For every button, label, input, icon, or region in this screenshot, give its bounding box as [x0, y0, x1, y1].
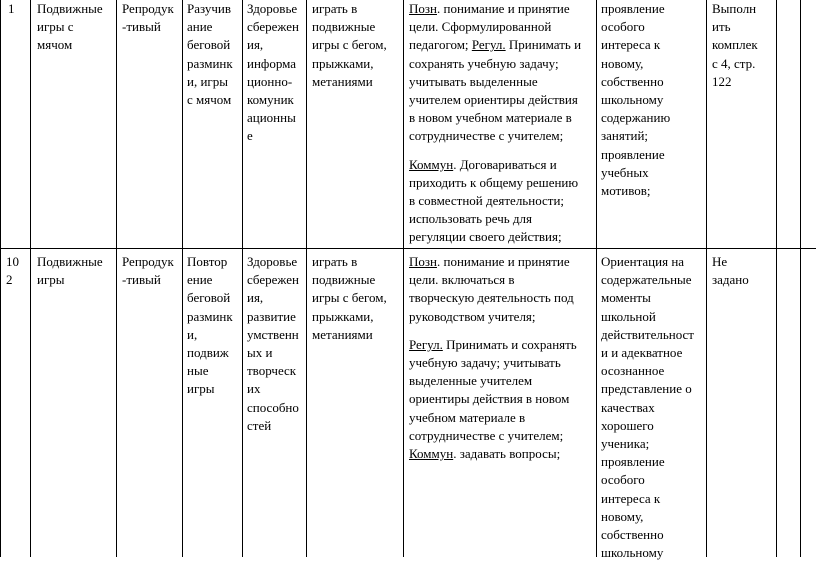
- uud-label-communicative: Коммун: [409, 156, 454, 172]
- technologies-cell: Здоровье сбережен ия, информа ционно- комуник ационны е: [247, 1, 299, 144]
- row-number: 10 2: [6, 254, 19, 288]
- lesson-type-cell: Репродук -тивый: [122, 1, 174, 35]
- personal-results-cell: Ориентация на содержательные моменты школьной действительност и и адекватное осознанное представление о качествах хорошего ученика; проявление особого интереса к новому, собственно школьному: [601, 254, 694, 561]
- content-cell: Повтор ение беговой разминк и, подвиж ные игры: [187, 254, 233, 397]
- uud-label-regulatory: Регул.: [471, 37, 506, 53]
- subject-results-cell: играть в подвижные игры с бегом, прыжками, метаниями: [312, 254, 387, 342]
- uud-label-communicative: Коммун: [409, 446, 454, 462]
- homework-cell: Выполн ить комплек с 4, стр. 122: [712, 1, 758, 89]
- uud-cell: Позн. понимание и принятие цели. Сформулированной педагогом; Регул. Принимать и сохранять учебную задачу; учитывать выделенные учителем ориентиры действия в новом учебном материале в сотрудничестве с учителем; Коммун. Договариваться и приходить к общему решению в совместной деятельности; использовать речь для регуляции своего действия;: [409, 1, 582, 245]
- homework-cell: Не задано: [712, 254, 749, 288]
- personal-results-cell: проявление особого интереса к новому, собственно школьному содержанию занятий; проявление учебных мотивов;: [601, 1, 671, 199]
- subject-results-cell: играть в подвижные игры с бегом, прыжками, метаниями: [312, 1, 387, 89]
- uud-label-cognitive: Позн: [409, 254, 437, 269]
- uud-label-cognitive: Позн: [409, 1, 437, 16]
- uud-label-regulatory: Регул.: [409, 336, 443, 352]
- row-number: 1: [8, 1, 15, 16]
- content-cell: Разучив ание беговой разминк и, игры с мячом: [187, 1, 233, 108]
- theme-cell: Подвижные игры с мячом: [37, 1, 103, 53]
- technologies-cell: Здоровье сбережен ия, развитие умственн ых и творческ их способно стей: [247, 254, 299, 433]
- theme-cell: Подвижные игры: [37, 254, 103, 288]
- uud-cell: Позн. понимание и принятие цели. включаться в творческую деятельность под руководством учителя; Регул. Принимать и сохранять учебную задачу; учитывать выделенные учителем ориентиры действия в новом учебном материале в сотрудничестве с учителем; Коммун. задавать вопросы;: [409, 254, 577, 462]
- lesson-type-cell: Репродук -тивый: [122, 254, 174, 288]
